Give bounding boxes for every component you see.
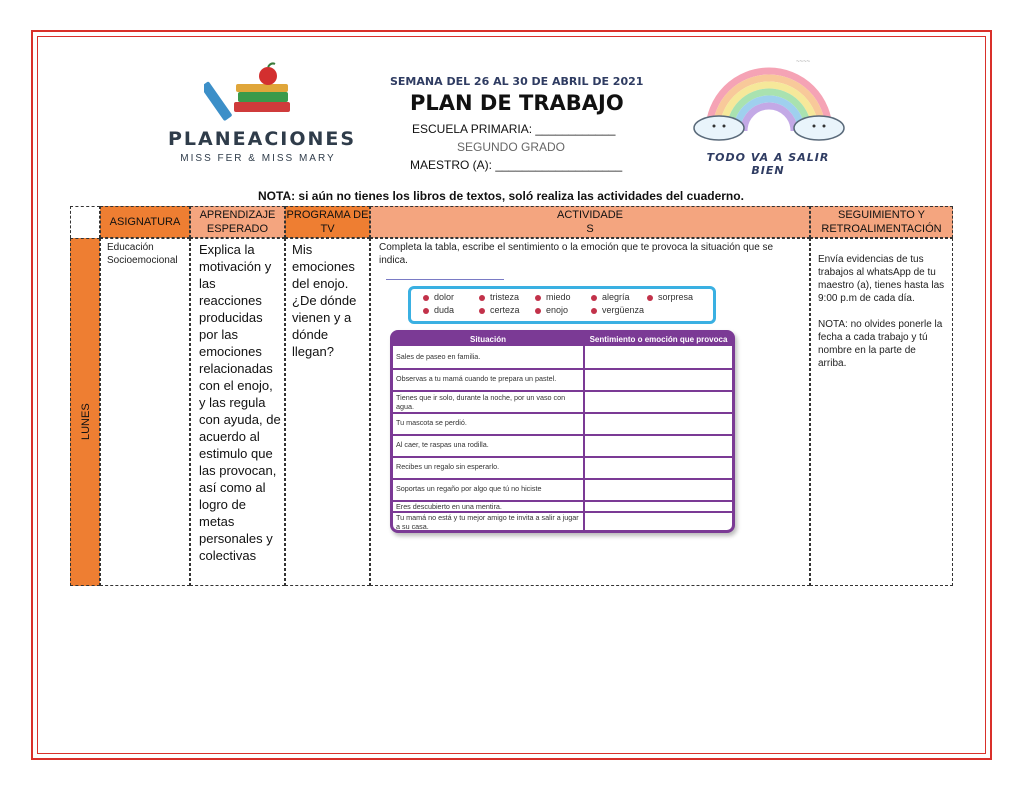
col-header-seguimiento: SEGUIMIENTO Y RETROALIMENTACIÓN [810,206,953,238]
emotion-item: miedo [535,292,571,302]
school-field: ESCUELA PRIMARIA: ____________ [412,122,616,136]
grade-label: SEGUNDO GRADO [457,140,566,154]
emotions-box [408,286,716,324]
situation-header: Situación [393,333,583,346]
signature-mark: ~~~~ [796,59,811,65]
situation-row: Tu mascota se perdió. [396,418,467,427]
logo-subtitle: MISS FER & MISS MARY [180,153,336,164]
emotion-item: duda [423,305,454,315]
col-header-programa: PROGRAMA DE TV [285,206,370,238]
programa-text: Mis emociones del enojo. ¿De dónde vienen y a dónde llegan? [292,242,357,359]
row-divider [393,390,732,392]
planeaciones-logo [168,62,357,172]
seguimiento-text-1: Envía evidencias de tus trabajos al whatsApp de tu maestro (a), tienes hasta las 9:00 p.m de cada día. [818,254,945,304]
emotion-item: tristeza [479,292,519,302]
col-header-actividades: ACTIVIDADE S [370,206,810,238]
day-label: LUNES [80,403,92,440]
day-cell [70,238,100,586]
situation-row: Eres descubierto en una mentira. [396,502,502,511]
asignatura-text: Educación Socioemocional [107,242,178,266]
decorative-line [386,279,504,280]
cell-aprendizaje [190,238,285,586]
col-header-aprendizaje: APRENDIZAJE ESPERADO [190,206,285,238]
situation-row: Al caer, te raspas una rodilla. [396,440,489,449]
situation-row: Observas a tu mamá cuando te prepara un pastel. [396,374,557,383]
books-apple-icon [204,62,304,122]
emotion-item: dolor [423,292,454,302]
col-header-asignatura: ASIGNATURA [100,206,190,238]
rainbow-logo [684,56,854,177]
emotion-header: Sentimiento o emoción que provoca [585,333,732,346]
situation-table [390,330,735,533]
emotion-item: enojo [535,305,568,315]
rainbow-icon [684,56,854,151]
cell-programa [285,238,370,586]
emotion-item: certeza [479,305,520,315]
corner-cell [70,206,100,238]
emotion-item: sorpresa [647,292,693,302]
page-title: PLAN DE TRABAJO [410,91,624,115]
cell-asignatura [100,238,190,586]
seguimiento-text-2: NOTA: no olvides ponerle la fecha a cada trabajo y tú nombre en la parte de arriba. [818,319,943,369]
aprendizaje-text: Explica la motivación y las reacciones producidas por las emociones relacionadas con el enojo, y las regula con ayuda, de acuerdo al estimulo que las provocan, así como al logro de metas personales y colectivas [199,242,281,563]
situation-row: Sales de paseo en familia. [396,352,481,361]
teacher-field: MAESTRO (A): ___________________ [410,158,623,172]
situation-row: Recibes un regalo sin esperarlo. [396,462,500,471]
situation-row: Tu mamá no está y tu mejor amigo te invita a salir a jugar a su casa. [396,513,579,531]
week-label: SEMANA DEL 26 AL 30 DE ABRIL DE 2021 [390,75,644,88]
cell-seguimiento [810,238,953,586]
emotion-item: vergüenza [591,305,644,315]
emotion-item: alegría [591,292,630,302]
logo-title: PLANEACIONES [168,128,357,150]
actividad-text: Completa la tabla, escribe el sentimiento o la emoción que te provoca la situación que se indica. [379,242,774,266]
situation-row: Soportas un regaño por algo que tú no hiciste [396,484,542,493]
rainbow-caption: TODO VA A SALIR BIEN [706,151,830,177]
situation-row: Tienes que ir solo, durante la noche, por un vaso con agua. [396,393,566,411]
note-text: NOTA: si aún no tienes los libros de textos, soló realiza las actividades del cuaderno. [258,189,744,203]
